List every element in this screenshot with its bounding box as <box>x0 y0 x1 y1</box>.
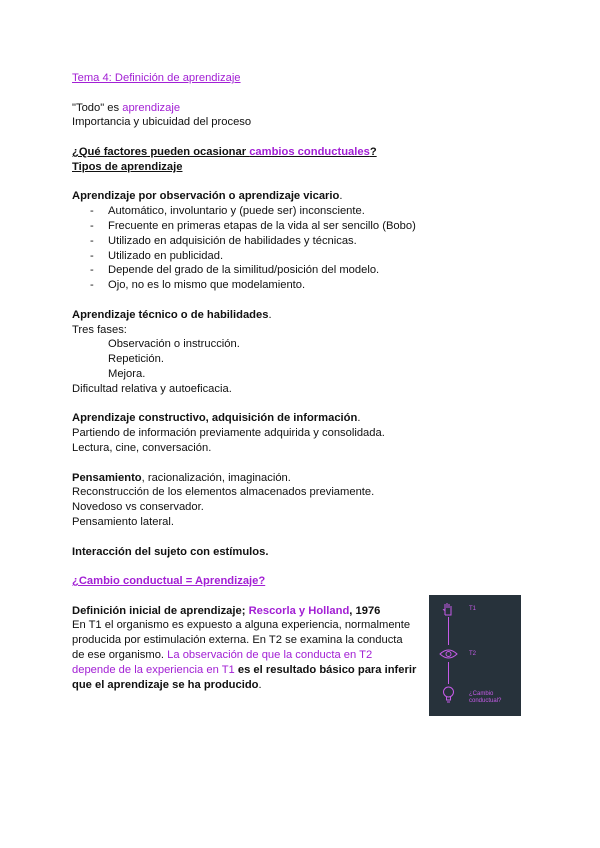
list-item <box>72 249 532 264</box>
pensamiento-line: Pensamiento lateral. <box>72 515 174 528</box>
definicion-body-end: . <box>258 678 262 691</box>
tecnico-intro: Tres fases: <box>72 323 127 336</box>
definicion-body <box>72 618 417 692</box>
intro-todo-prefix: "Todo" es <box>72 101 123 114</box>
definicion-body-1: En T1 el organismo es expuesto a alguna experiencia, normalmente producida por estimulación externa. En T2 se examina la conducta de ese organismo. <box>72 619 411 662</box>
question-label-2: conductual? <box>469 698 502 704</box>
list-item-text: Depende del grado de la similitud/posición del modelo. <box>108 264 380 277</box>
tecnico-heading-line <box>72 308 532 323</box>
intro-line-2: Importancia y ubicuidad del proceso <box>72 116 252 129</box>
list-item-text: Utilizado en publicidad. <box>108 249 224 262</box>
list-item <box>72 278 532 293</box>
dash-bullet: - <box>90 279 94 292</box>
observacion-heading-line <box>72 189 532 204</box>
question-heading <box>72 145 532 160</box>
constructivo-heading: Aprendizaje constructivo, adquisición de información <box>72 412 358 425</box>
timeline-connector <box>448 662 449 684</box>
list-item <box>72 234 532 249</box>
definicion-authors: Rescorla y Holland <box>248 604 350 617</box>
timeline-connector <box>448 617 449 645</box>
definicion-body-highlight: La observación de que la conducta en T2 depende de la experiencia en T1 <box>72 649 373 676</box>
constructivo-line-1: Partiendo de información previamente adquirida y consolidada. <box>72 427 385 440</box>
pensamiento-line: Novedoso vs conservador. <box>72 501 204 514</box>
list-item <box>72 263 532 278</box>
dash-bullet: - <box>90 249 94 262</box>
definicion-year: , 1976 <box>349 604 381 617</box>
hand-icon <box>441 601 456 617</box>
tecnico-closing: Dificultad relativa y autoeficacia. <box>72 382 232 395</box>
list-item <box>72 204 532 219</box>
observacion-heading: Aprendizaje por observación o aprendizaje vicario <box>72 190 340 203</box>
tecnico-phase: Repetición. <box>108 353 164 366</box>
constructivo-line-2: Lectura, cine, conversación. <box>72 441 212 454</box>
page-title: Tema 4: Definición de aprendizaje <box>72 72 241 84</box>
definicion-heading-prefix: Definición inicial de aprendizaje; <box>72 604 249 617</box>
dash-bullet: - <box>90 234 94 247</box>
observacion-list <box>72 204 532 293</box>
definicion-body-bold: es el resultado básico para inferir que el aprendizaje se ha producido <box>72 663 417 691</box>
dash-bullet: - <box>90 205 94 218</box>
question-prefix: ¿Qué factores pueden ocasionar <box>72 145 250 158</box>
cambio-heading: ¿Cambio conductual = Aprendizaje? <box>72 575 266 588</box>
dash-bullet: - <box>90 219 94 232</box>
tecnico-phase: Mejora. <box>108 367 146 380</box>
t2-label: T2 <box>469 651 477 657</box>
pensamiento-line: Reconstrucción de los elementos almacenados previamente. <box>72 486 375 499</box>
list-item-text: Automático, involuntario y (puede ser) inconsciente. <box>108 205 365 218</box>
tecnico-heading: Aprendizaje técnico o de habilidades <box>72 308 269 321</box>
list-item <box>72 219 532 234</box>
tecnico-phase: Observación o instrucción. <box>108 338 240 351</box>
intro-line-1 <box>72 101 532 116</box>
lightbulb-icon <box>441 685 456 703</box>
intro-todo-highlight: aprendizaje <box>122 101 181 114</box>
question-label-1: ¿Cambio <box>469 691 494 697</box>
pensamiento-rest: , racionalización, imaginación. <box>141 471 291 484</box>
tecnico-period: . <box>268 308 272 321</box>
eye-icon <box>439 647 458 661</box>
interaccion-heading: Interacción del sujeto con estímulos. <box>72 545 269 558</box>
constructivo-heading-line <box>72 411 532 426</box>
observacion-period: . <box>339 190 343 203</box>
list-item-text: Frecuente en primeras etapas de la vida al ser sencillo (Bobo) <box>108 219 416 232</box>
question-highlight: cambios conductuales <box>249 145 370 158</box>
pensamiento-heading: Pensamiento <box>72 471 142 484</box>
learning-diagram <box>429 595 521 716</box>
list-item-text: Ojo, no es lo mismo que modelamiento. <box>108 279 306 292</box>
types-heading: Tipos de aprendizaje <box>72 160 183 173</box>
list-item-text: Utilizado en adquisición de habilidades y técnicas. <box>108 234 357 247</box>
t1-label: T1 <box>469 606 477 612</box>
dash-bullet: - <box>90 264 94 277</box>
pensamiento-heading-line <box>72 471 532 486</box>
question-suffix: ? <box>369 145 377 158</box>
constructivo-period: . <box>357 412 361 425</box>
